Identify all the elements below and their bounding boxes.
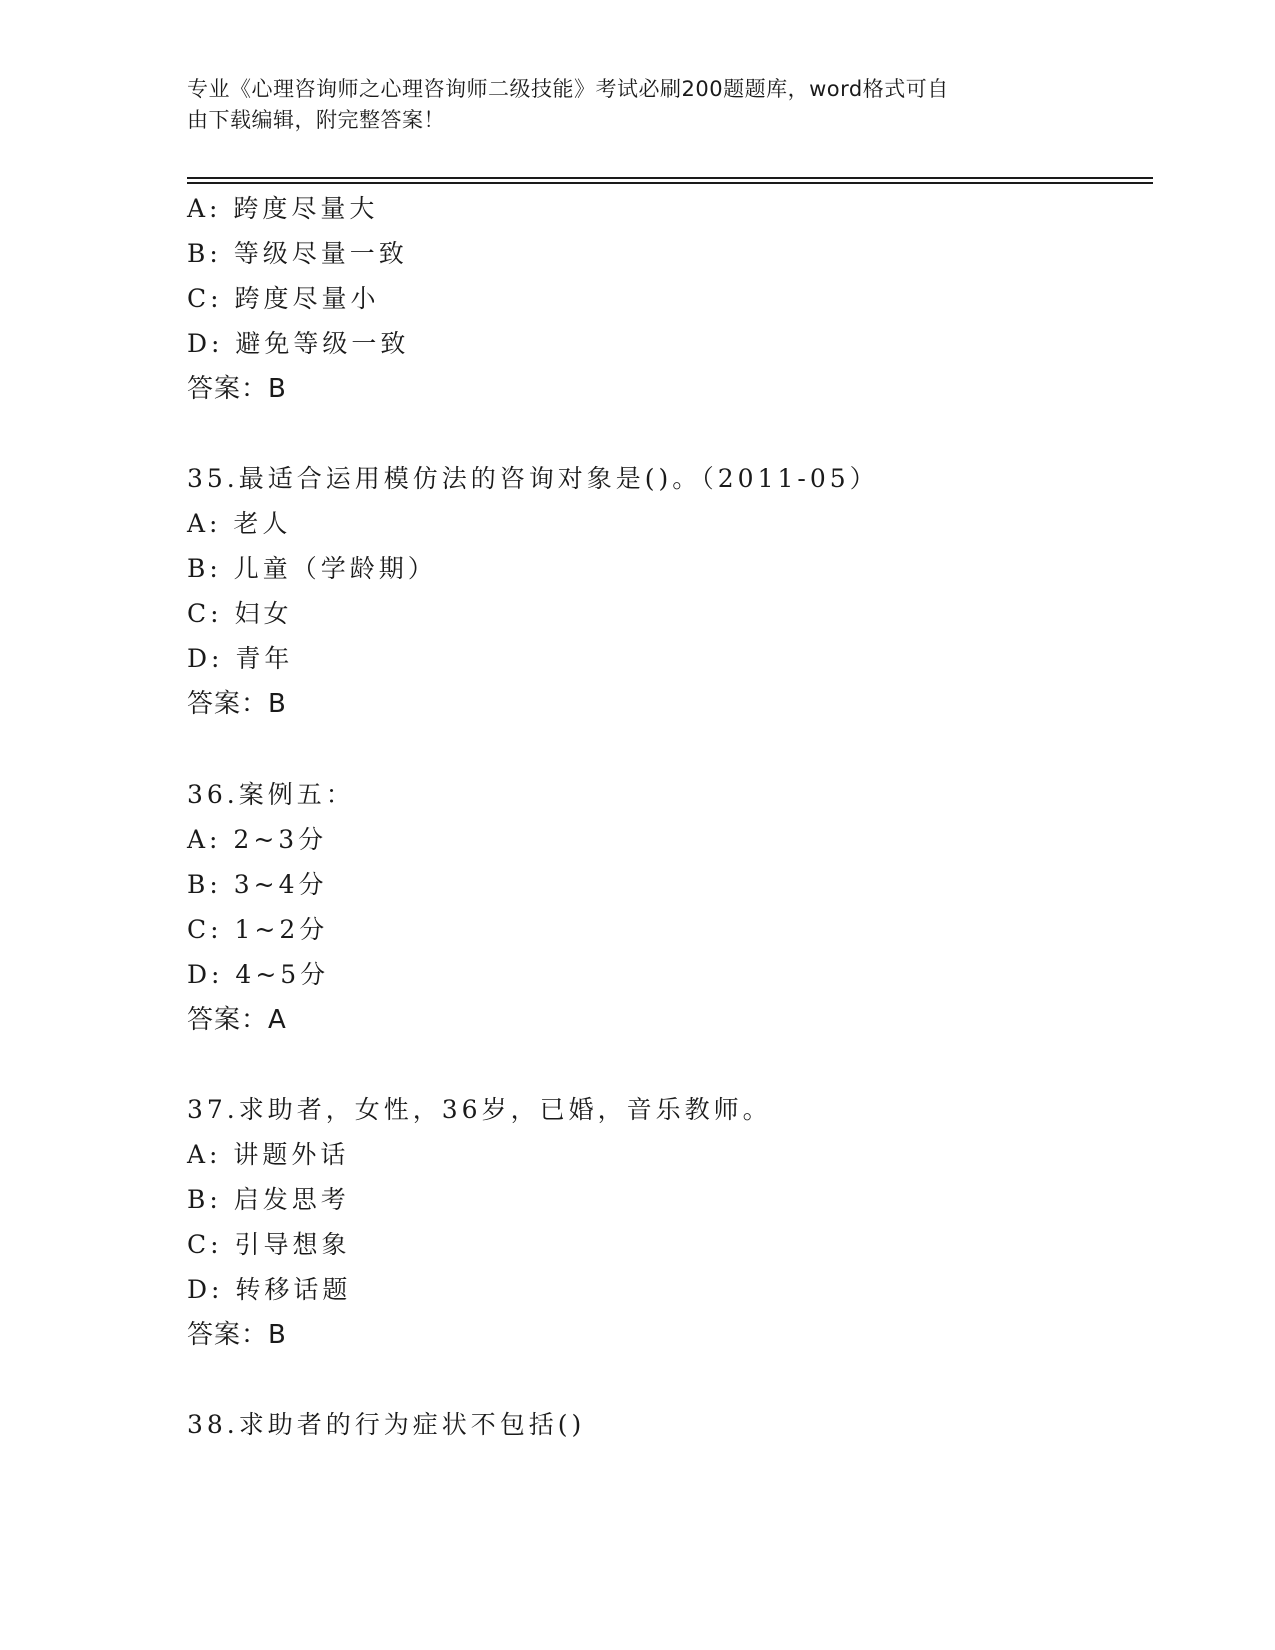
q36-option-b: B: 3~4分 — [187, 870, 328, 899]
q34-option-d: D: 避免等级一致 — [187, 329, 410, 358]
header-line-2: 由下载编辑，附完整答案！ — [187, 108, 445, 132]
q34-option-a: A: 跨度尽量大 — [187, 194, 379, 223]
q36-question: 36.案例五： — [187, 780, 355, 809]
q37-option-a: A: 讲题外话 — [187, 1140, 350, 1169]
q36-option-d: D: 4~5分 — [187, 960, 330, 989]
document-header — [187, 74, 1087, 136]
q36-option-c: C: 1~2分 — [187, 915, 329, 944]
q37-answer: 答案：B — [187, 1320, 287, 1350]
q37-option-d: D: 转移话题 — [187, 1275, 352, 1304]
q35-option-a: A: 老人 — [187, 509, 292, 538]
q34-option-c: C: 跨度尽量小 — [187, 284, 380, 313]
q36-option-a: A: 2~3分 — [187, 825, 328, 854]
q35-answer: 答案：B — [187, 689, 287, 719]
q35-option-c: C: 妇女 — [187, 599, 293, 628]
q34-option-b: B: 等级尽量一致 — [187, 239, 408, 268]
header-divider-top — [187, 177, 1153, 179]
q37-option-c: C: 引导想象 — [187, 1230, 351, 1259]
q34-answer: 答案：B — [187, 374, 287, 404]
q38-question: 38.求助者的行为症状不包括() — [187, 1410, 586, 1439]
q37-option-b: B: 启发思考 — [187, 1185, 350, 1214]
q36-answer: 答案：A — [187, 1005, 287, 1035]
header-divider-bottom — [187, 182, 1153, 184]
q35-question: 35.最适合运用模仿法的咨询对象是()。（2011-05） — [187, 464, 879, 493]
q35-option-d: D: 青年 — [187, 644, 294, 673]
header-line-1: 专业《心理咨询师之心理咨询师二级技能》考试必刷200题题库，word格式可自 — [187, 77, 949, 101]
q37-question: 37.求助者，女性，36岁，已婚，音乐教师。 — [187, 1095, 772, 1124]
q35-option-b: B: 儿童（学龄期） — [187, 554, 437, 583]
